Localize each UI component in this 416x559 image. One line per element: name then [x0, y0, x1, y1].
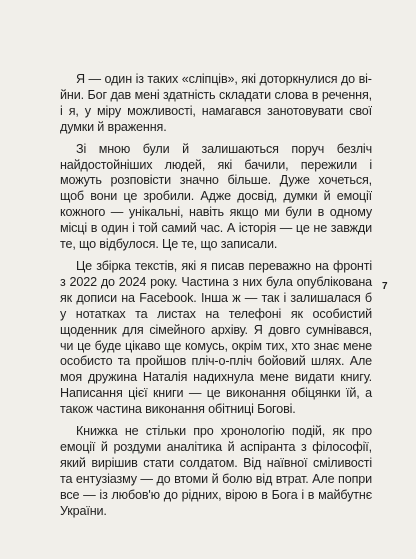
page-number: 7 — [382, 281, 388, 292]
paragraph-3: Це збірка текстів, які я писав переважно на фронті з 2022 до 2024 року. Частина з них була опублікована як дописи на Facebook. Інша ж — так і залишалася б у нотатках та листах на телефоні як особистий щоденник для сімейного архіву. Я довго сумнівався, чи це буде цікаво ще комусь, окрім тих, хто знає мене особисто та пройшов пліч-о-пліч бойовий шлях. Але моя дружина Наталія надихнула мене видати книгу. Написання цієї книги — це виконання обіцянки їй, а також частина виконання обітниці Богові. — [60, 258, 372, 417]
paragraph-4: Книжка не стільки про хронологію подій, як про емоції й роздуми аналітика й аспіранта з філософії, який вирішив стати солдатом. Від наївної сміливості та ентузіазму — до втоми й болю від втрат. Але попри все — із любов'ю до рідних, вірою в Бога і в майбутнє України. — [60, 424, 372, 518]
page-body-text — [60, 72, 372, 525]
paragraph-2: Зі мною були й залишаються поруч безліч найдостойніших людей, які бачили, пережили і можуть розповісти значно більше. Дуже хочеться, щоб вони це зробили. Адже досвід, думки й емоції кожного — унікальні, навіть якщо ми були в одному місці в один і той самий час. А історія — це не завжди те, що відбулося. Це те, що записали. — [60, 141, 372, 252]
paragraph-1: Я — один із таких «сліпців», які доторкнулися до війни. Бог дав мені здатність складати слова в речення, і я, у міру можливості, намагався занотовувати свої думки й враження. — [60, 72, 372, 134]
